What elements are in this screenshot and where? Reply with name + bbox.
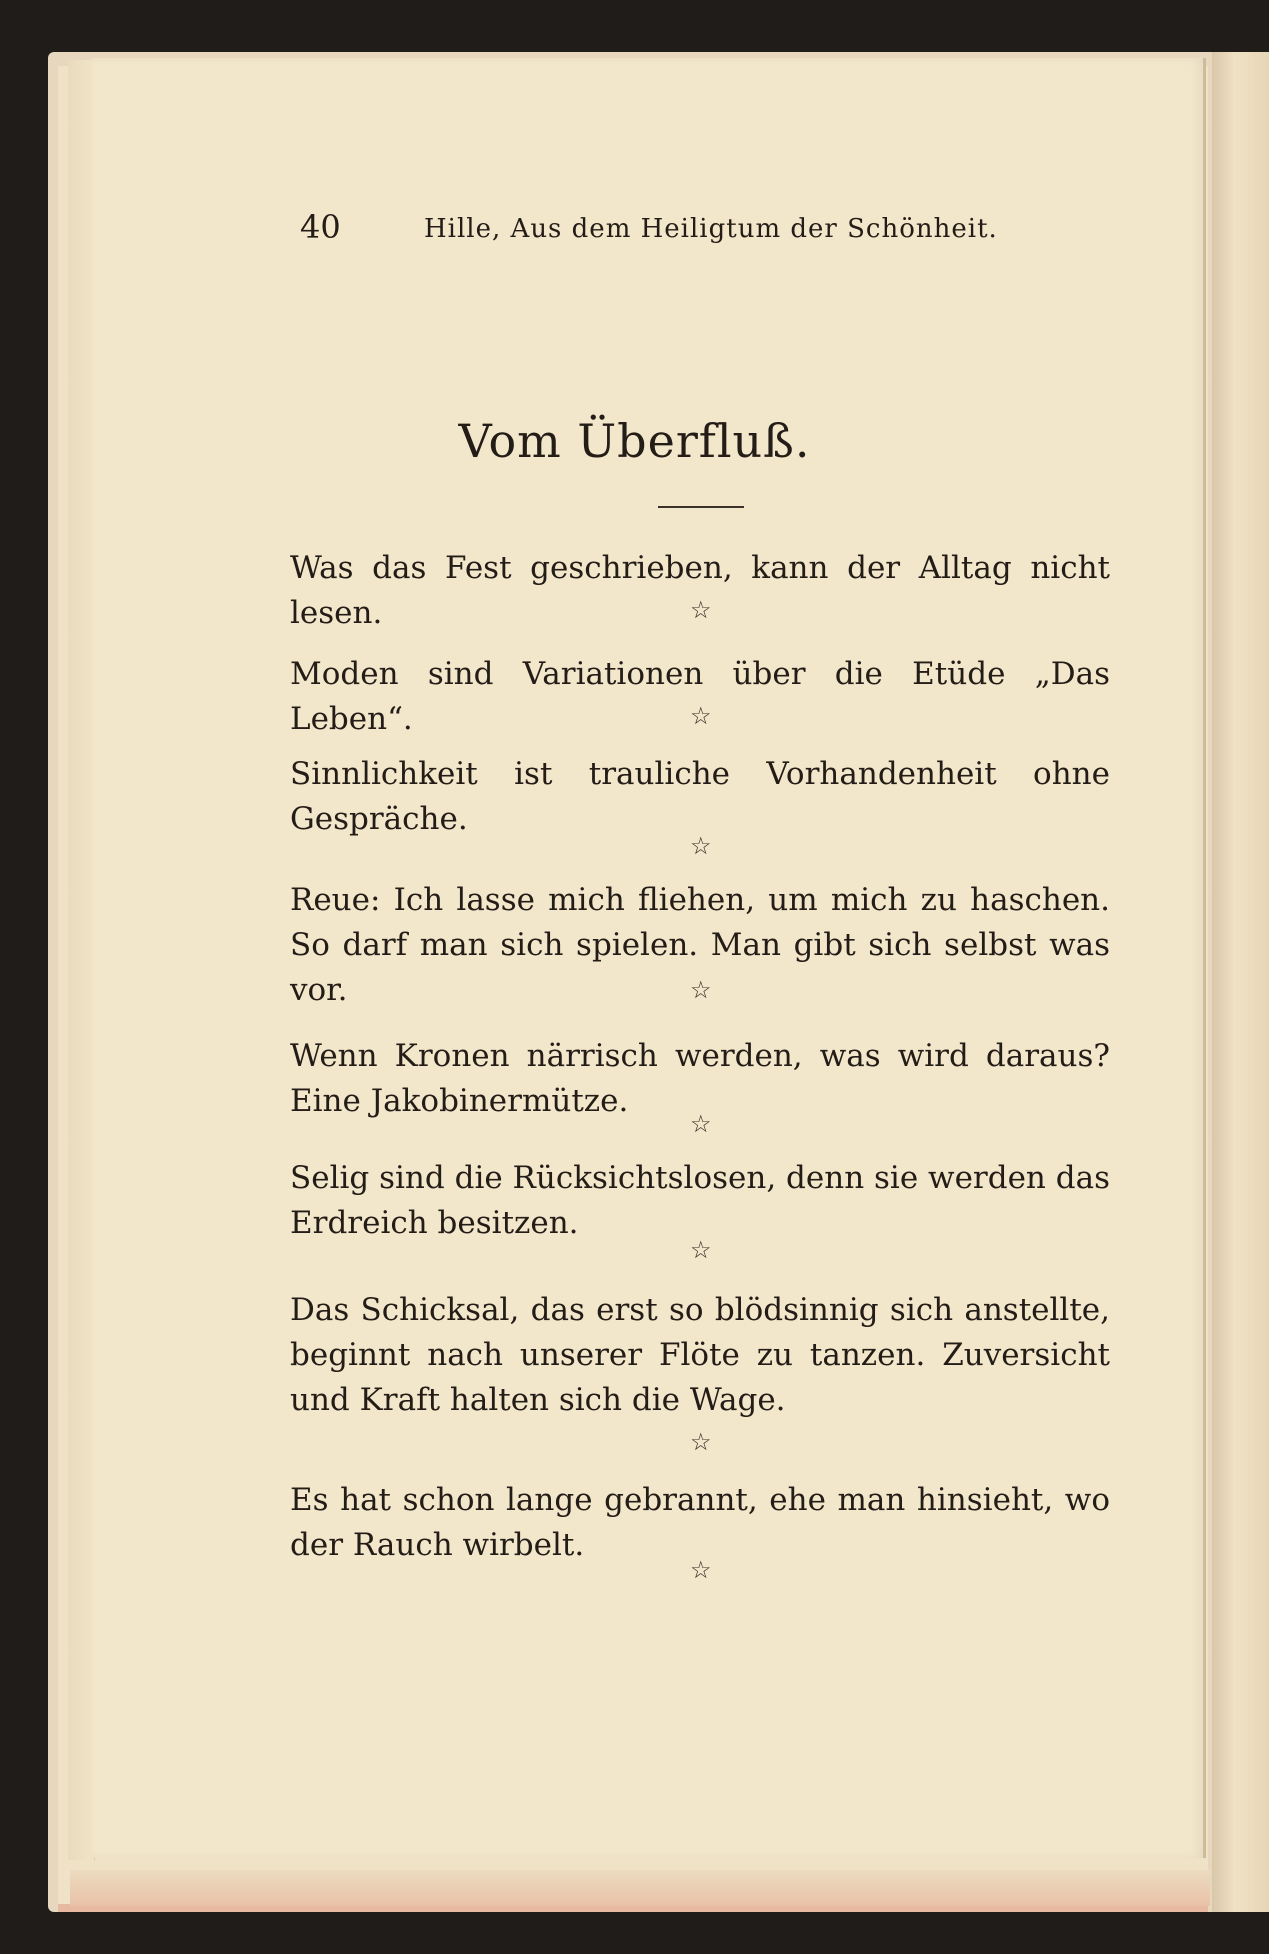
- aphorism-2: Moden sind Variationen über die Etüde „Das Leben“.: [290, 656, 1110, 737]
- aphorism-7: Das Schicksal, das erst so blödsinnig sich anstellte, beginnt nach unserer Flöte zu tanzen. Zuversicht und Kraft halten sich die Wage.: [290, 1292, 1110, 1418]
- section-title: Vom Überfluß.: [458, 414, 811, 468]
- star-separator: ☆: [690, 832, 712, 860]
- aphorism-1: Was das Fest geschrieben, kann der Alltag nicht lesen.: [290, 550, 1110, 631]
- star-separator: ☆: [690, 1428, 712, 1456]
- running-title: Hille, Aus dem Heiligtum der Schönheit.: [424, 214, 998, 244]
- star-separator: ☆: [690, 1236, 712, 1264]
- aphorism-6: Selig sind die Rücksichtslosen, denn sie werden das Erdreich besitzen.: [290, 1160, 1110, 1241]
- star-separator: ☆: [690, 596, 712, 624]
- star-separator: ☆: [690, 976, 712, 1004]
- page-number: 40: [300, 208, 341, 246]
- star-separator: ☆: [690, 1556, 712, 1584]
- star-separator: ☆: [690, 702, 712, 730]
- aphorism-4: Reue: Ich lasse mich fliehen, um mich zu haschen. So darf man sich spielen. Man gibt sich selbst was vor.: [290, 882, 1110, 1008]
- aphorism-3: Sinnlichkeit ist trauliche Vorhandenheit ohne Gespräche.: [290, 756, 1110, 837]
- aphorism-5: Wenn Kronen närrisch werden, was wird daraus? Eine Jakobinermütze.: [290, 1038, 1110, 1119]
- star-separator: ☆: [690, 1110, 712, 1138]
- aphorism-8: Es hat schon lange gebrannt, ehe man hinsieht, wo der Rauch wirbelt.: [290, 1482, 1110, 1563]
- title-rule: [658, 506, 744, 508]
